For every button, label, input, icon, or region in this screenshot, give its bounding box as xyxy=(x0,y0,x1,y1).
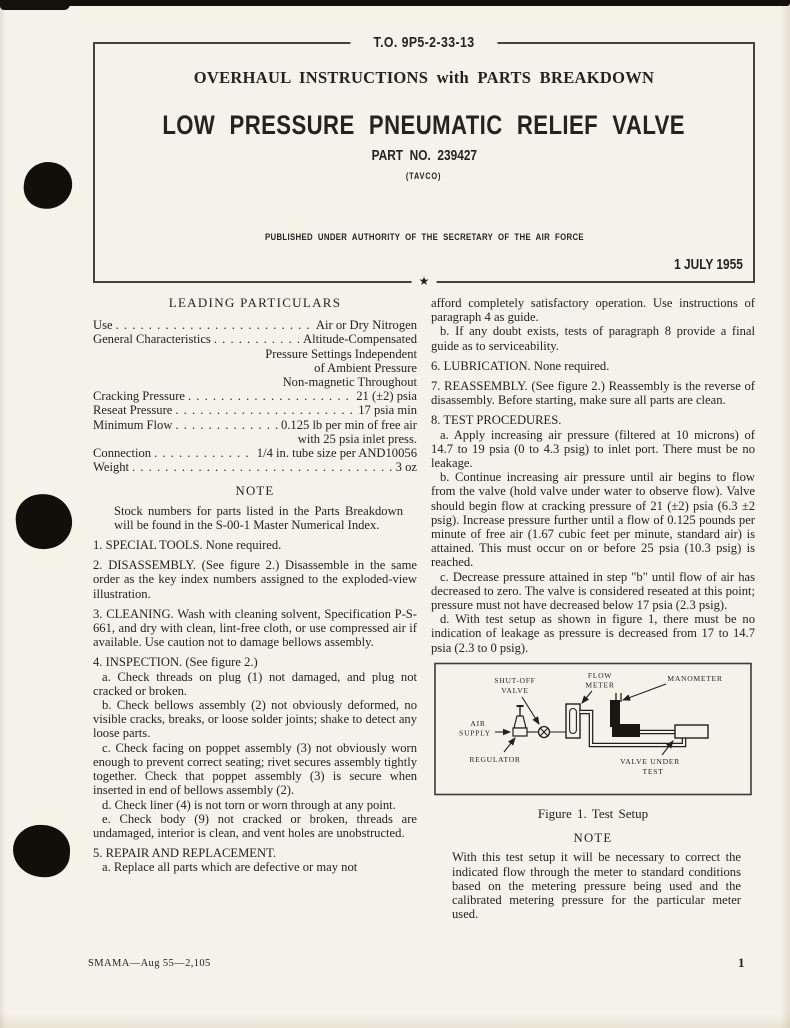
right-column xyxy=(431,296,755,922)
manual-subtitle: OVERHAUL INSTRUCTIONS with PARTS BREAKDOWN xyxy=(193,68,655,87)
section-paragraph: 6. LUBRICATION. None required. xyxy=(431,358,610,373)
sub-paragraph: c. Decrease pressure attained in step "b" until flow of air has decreased to zero. The valve is considered reseated at this point; pressure must not have decreased below 17 psia (2.3 psig). xyxy=(431,569,755,613)
ink-blob-artifact xyxy=(21,159,75,212)
publication-date: 1 JULY 1955 xyxy=(674,257,743,273)
lp-row: General Characteristics . . . Altitude-Compensated xyxy=(93,332,417,346)
page-number: 1 xyxy=(738,955,745,970)
section-paragraph: 3. CLEANING. Wash with cleaning solvent, Specification P-S-661, and dry with clean, lint-free cloth, or use compressed air if available. Use caution not to damage bellows assembly. xyxy=(93,606,417,650)
lp-row: Weight . . . 3 oz xyxy=(93,460,417,474)
title-block xyxy=(93,34,755,288)
figure-caption: Figure 1. Test Setup xyxy=(537,806,649,822)
valve-under-test-symbol xyxy=(675,725,708,738)
air-supply-label: SUPPLY xyxy=(459,728,491,738)
regulator-body xyxy=(514,716,526,728)
flow-meter-symbol xyxy=(566,704,580,738)
leading-particulars-heading: LEADING PARTICULARS xyxy=(168,295,342,310)
authority-line: PUBLISHED UNDER AUTHORITY OF THE SECRETARY OF THE AIR FORCE xyxy=(264,232,584,243)
shut-off-valve-label: SHUT-OFF xyxy=(494,675,536,685)
note-heading: NOTE xyxy=(573,831,613,846)
test-setup-diagram xyxy=(431,662,755,798)
note-text: With this test setup it will be necessary to correct the indicated flow through the meter to standard conditions based on the metering pressure being used and the calibrated metering pressure for the particular meter used. xyxy=(452,850,741,922)
sub-paragraph: c. Check facing on poppet assembly (3) not obviously worn enough to prevent correct seating; rivet secures assembly tightly together. Check that poppet assembly (3) is secure when inserted in end of bellows assembly (2). xyxy=(93,740,417,798)
dot-leader xyxy=(116,318,313,332)
lp-row: Minimum Flow . . . 0.125 lb per min of free air xyxy=(93,418,417,432)
shut-off-valve-label: VALVE xyxy=(501,685,529,695)
valve-under-test-label: TEST xyxy=(642,766,664,776)
scan-edge-artifact xyxy=(0,0,70,10)
scan-edge-artifact xyxy=(0,0,790,6)
printing-imprint: SMAMA—Aug 55—2,105 xyxy=(88,958,211,969)
manometer-label: MANOMETER xyxy=(667,673,723,683)
valve-under-test-label: VALVE UNDER xyxy=(620,756,680,766)
section-paragraph: 7. REASSEMBLY. (See figure 2.) Reassembly is the reverse of disassembly. Before starting, make sure all parts are clean. xyxy=(431,379,755,408)
left-column xyxy=(93,296,417,875)
lp-continuation: Non-magnetic Throughout xyxy=(282,375,417,390)
manual-title: LOW PRESSURE PNEUMATIC RELIEF VALVE xyxy=(162,110,686,140)
sub-paragraph: a. Check threads on plug (1) not damaged, and plug not cracked or broken. xyxy=(93,669,417,698)
sub-paragraph: d. With test setup as shown in figure 1, there must be no indication of leakage as pressure is decreased from 17 to 14.7 psia (2.3 to 0 psig). xyxy=(431,612,755,655)
flow-meter-label: METER xyxy=(585,680,615,690)
figure-test-setup xyxy=(431,662,755,821)
section-paragraph: 5. REPAIR AND REPLACEMENT. xyxy=(93,846,276,861)
lp-row: Use . . . Air or Dry Nitrogen xyxy=(93,318,417,332)
dot-leader xyxy=(188,389,353,403)
star-icon: ★ xyxy=(412,272,437,290)
dot-leader xyxy=(132,460,393,474)
sub-paragraph: e. Check body (9) not cracked or broken, threads are undamaged, interior is clean, and vent holes are unobstructed. xyxy=(93,811,417,840)
section-paragraph: 2. DISASSEMBLY. (See figure 2.) Disassemble in the same order as the key index numbers assigned to the exploded-view illustration. xyxy=(93,558,417,601)
lp-continuation: Pressure Settings Independent xyxy=(265,346,417,361)
air-supply-label: AIR xyxy=(470,718,486,728)
regulator-base xyxy=(513,728,527,736)
lp-row: Cracking Pressure . . . 21 (±2) psia xyxy=(93,389,417,403)
lp-row: Connection . . . 1/4 in. tube size per AND10056 xyxy=(93,446,417,460)
section-paragraph: 1. SPECIAL TOOLS. None required. xyxy=(93,538,282,553)
dot-leader xyxy=(175,403,355,417)
lp-continuation: with 25 psia inlet press. xyxy=(297,431,417,446)
ink-blob-artifact xyxy=(11,823,71,879)
manometer-reservoir xyxy=(612,724,640,737)
flow-meter-pointer xyxy=(582,691,592,703)
section-paragraph: 8. TEST PROCEDURES. xyxy=(431,413,562,428)
ink-blob-artifact xyxy=(13,491,74,552)
sub-paragraph: a. Apply increasing air pressure (filtered at 10 microns) of 14.7 to 19 psia (0 to 4.3 psig) to inlet port. There must be no leakage. xyxy=(431,427,755,471)
dot-leader xyxy=(214,332,300,346)
section-paragraph: 4. INSPECTION. (See figure 2.) xyxy=(93,655,258,670)
sub-paragraph: b. Continue increasing air pressure until air begins to flow from the valve (hold valve under water to observe flow). Valve should begin flow at cracking pressure of 21 (±2) psia (6.3 ±2 psig). Increase pressure further until a flow of 0.125 pounds per minute of free air (1.67 cubic feet per minute, standard air) is attained. This must occur on or before 25 psia (10.3 psig) is reached. xyxy=(431,470,755,570)
part-number: PART NO. 239427 xyxy=(371,148,477,164)
note-heading: NOTE xyxy=(235,484,275,499)
regulator-pointer xyxy=(504,738,515,752)
sub-paragraph: d. Check liner (4) is not torn or worn through at any point. xyxy=(102,797,396,812)
sub-paragraph: b. If any doubt exists, tests of paragraph 8 provide a final guide as to serviceability. xyxy=(431,324,755,353)
sub-paragraph: b. Check bellows assembly (2) not obviously deformed, no visible cracks, breaks, or loose solder joints; shake to detect any loose parts. xyxy=(93,698,417,741)
manometer-column xyxy=(610,700,620,727)
manufacturer: (TAVCO) xyxy=(406,171,442,181)
note-text: Stock numbers for parts listed in the Parts Breakdown will be found in the S-00-1 Master Numerical Index. xyxy=(114,503,403,532)
sub-paragraph: a. Replace all parts which are defective or may not xyxy=(102,860,358,875)
lp-row: Reseat Pressure . . . 17 psia min xyxy=(93,403,417,417)
dot-leader xyxy=(175,418,278,432)
dot-leader xyxy=(154,446,254,460)
continued-paragraph: afford completely satisfactory operation. Use instructions of paragraph 4 as guide. xyxy=(431,296,755,325)
flow-meter-label: FLOW xyxy=(587,670,613,680)
manometer-pointer xyxy=(623,684,666,700)
to-number: T.O. 9P5-2-33-13 xyxy=(350,34,497,52)
regulator-label: REGULATOR xyxy=(469,754,521,764)
leading-particulars-list xyxy=(93,318,417,474)
lp-continuation: of Ambient Pressure xyxy=(314,360,417,375)
